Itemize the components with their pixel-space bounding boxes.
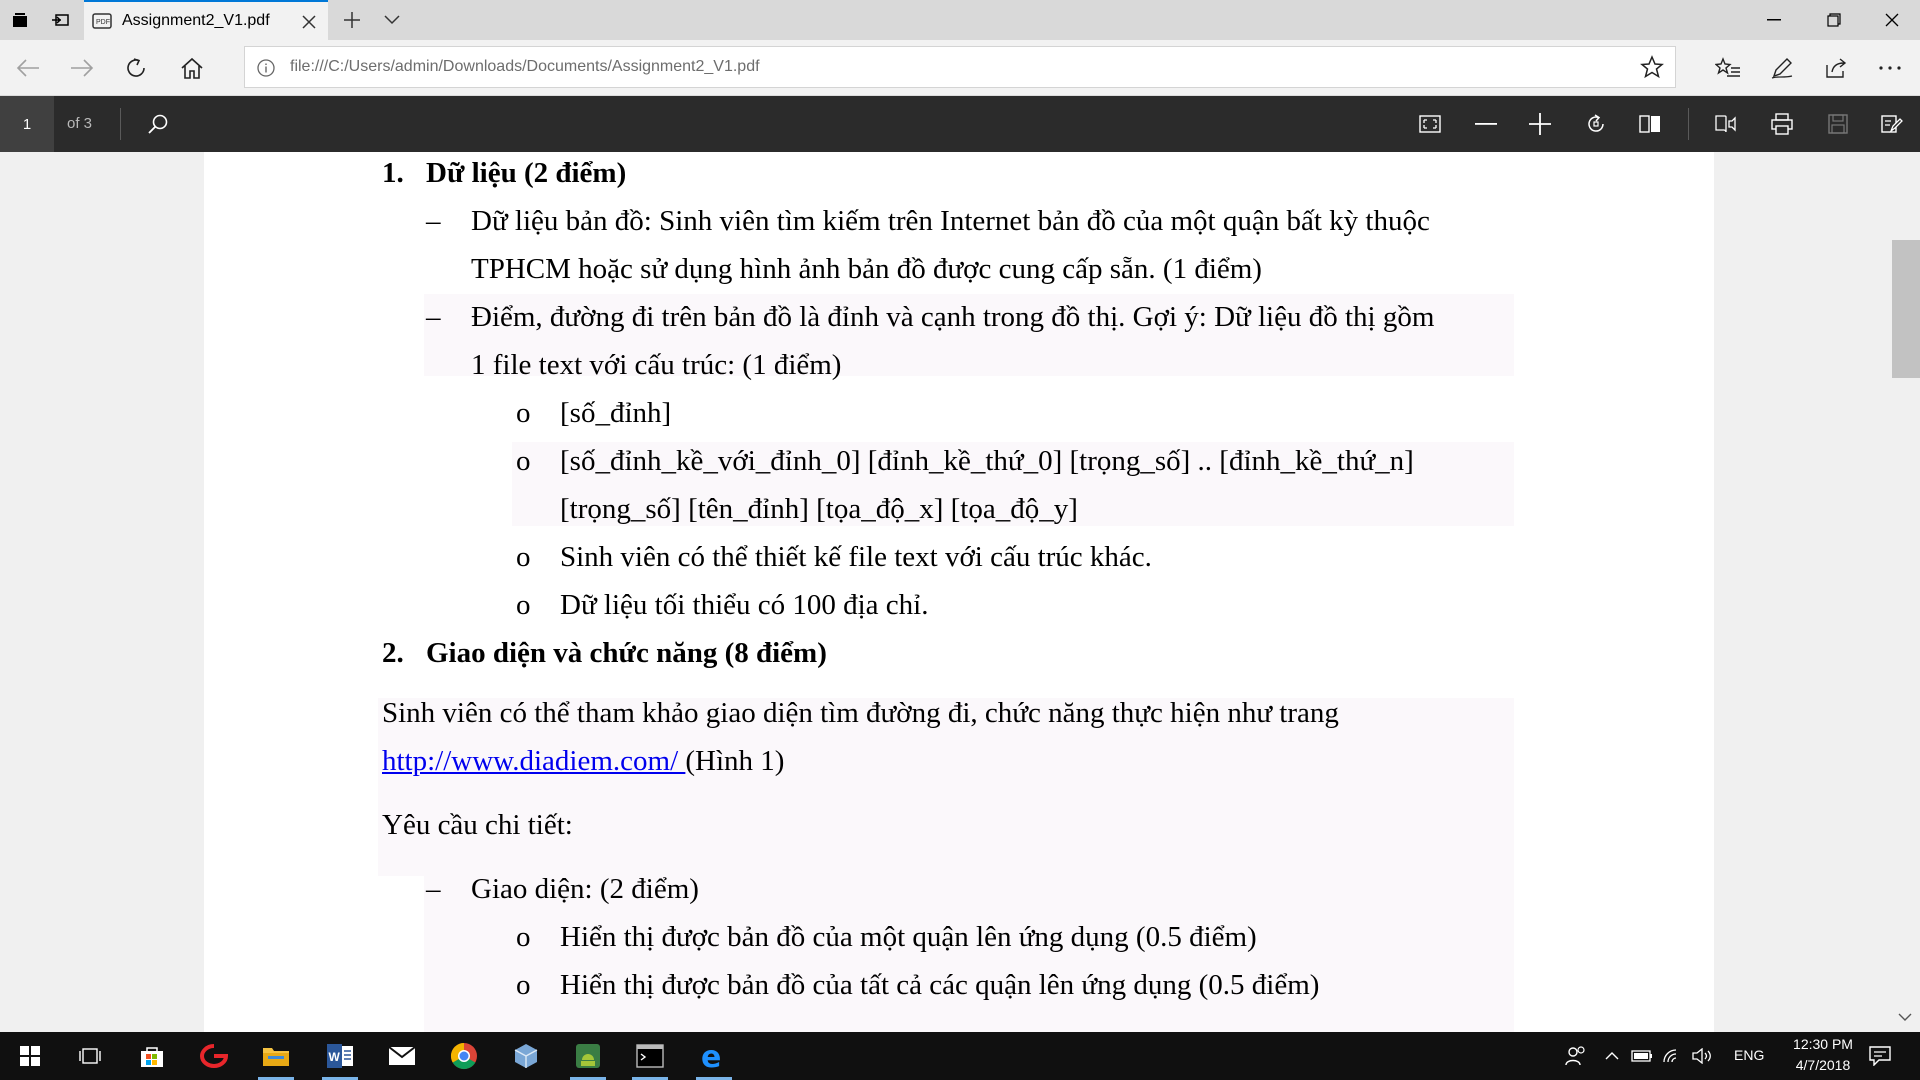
add-notes-pdf-button[interactable] [1872, 104, 1912, 144]
taskbar-garena[interactable] [190, 1032, 238, 1080]
paragraph-line: 1 file text với cấu trúc: (1 điểm) [471, 349, 842, 381]
speaker-icon [1692, 1048, 1712, 1064]
close-icon [1885, 13, 1899, 27]
section-number: 1. [382, 157, 404, 189]
add-notes-button[interactable] [1762, 48, 1802, 88]
start-button[interactable] [6, 1032, 54, 1080]
input-language[interactable]: ENG [1734, 1047, 1765, 1063]
plus-icon [1529, 113, 1551, 135]
people-icon [1565, 1046, 1587, 1066]
taskbar [0, 1032, 1920, 1080]
address-bar[interactable] [244, 46, 1676, 88]
plus-icon [343, 11, 361, 29]
tab-title: Assignment2_V1.pdf [122, 12, 270, 29]
people-button[interactable] [1552, 1032, 1600, 1080]
pdf-viewer[interactable] [0, 152, 1920, 1032]
navigation-bar [0, 40, 1920, 96]
minimize-icon [1767, 19, 1781, 21]
print-button[interactable] [1762, 104, 1802, 144]
page-count: of 3 [67, 115, 93, 132]
paragraph-line: Hiển thị được bản đồ của một quận lên ứng dụng (0.5 điểm) [560, 921, 1257, 953]
word-icon [326, 1043, 354, 1069]
paragraph-line: Giao diện: (2 điểm) [471, 873, 699, 905]
folder-icon [262, 1045, 290, 1067]
terminal-icon [636, 1044, 664, 1068]
chevron-down-icon [1898, 1013, 1912, 1021]
edge-icon [700, 1042, 728, 1070]
fit-to-page-button[interactable] [1410, 104, 1450, 144]
task-view-button[interactable] [66, 1032, 114, 1080]
tab-bar [0, 0, 1920, 40]
set-aside-tabs-list-button[interactable] [0, 0, 40, 40]
action-center-button[interactable] [1856, 1032, 1904, 1080]
section-number: 2. [382, 637, 404, 669]
read-aloud-icon [1715, 114, 1737, 134]
cube-icon [512, 1042, 540, 1070]
taskbar-file-explorer[interactable] [252, 1032, 300, 1080]
rotate-icon [1585, 113, 1607, 135]
scroll-down-button[interactable] [1894, 1006, 1916, 1028]
paragraph-line: Điểm, đường đi trên bản đồ là đỉnh và cạnh trong đồ thị. Gợi ý: Dữ liệu đồ thị gồm [471, 301, 1435, 333]
paragraph-line: [số_đỉnh] [560, 397, 672, 429]
show-hidden-icons-button[interactable] [1598, 1032, 1626, 1080]
find-button[interactable] [138, 104, 178, 144]
save-icon [1828, 114, 1848, 134]
svg-text:PDF: PDF [96, 19, 110, 26]
bullet-circle: o [516, 397, 531, 429]
annotate-icon [1881, 113, 1903, 135]
pdf-page [204, 152, 1714, 1032]
bullet-dash: – [426, 873, 441, 905]
set-aside-tabs-button[interactable] [40, 0, 80, 40]
taskbar-edge[interactable] [690, 1032, 738, 1080]
forward-button[interactable] [62, 48, 102, 88]
close-window-button[interactable] [1864, 0, 1920, 40]
paragraph-line: [số_đỉnh_kề_với_đỉnh_0] [đỉnh_kề_thứ_0] [trọng_số] .. [đỉnh_kề_thứ_n] [560, 445, 1414, 477]
bullet-circle: o [516, 541, 531, 573]
paragraph-line: Dữ liệu bản đồ: Sinh viên tìm kiếm trên Internet bản đồ của một quận bất kỳ thuộc [471, 205, 1430, 237]
paragraph-line: Sinh viên có thể thiết kế file text với cấu trúc khác. [560, 541, 1152, 573]
paragraph-line: Sinh viên có thể tham khảo giao diện tìm đường đi, chức năng thực hiện như trang [382, 697, 1339, 729]
svg-text:e: e [701, 1042, 722, 1070]
taskbar-mail[interactable] [378, 1032, 426, 1080]
section-heading: Dữ liệu (2 điểm) [426, 157, 627, 189]
tab-close-button[interactable] [297, 10, 321, 34]
network-button[interactable] [1658, 1032, 1686, 1080]
paragraph-line: Dữ liệu tối thiểu có 100 địa chỉ. [560, 589, 929, 621]
fit-page-icon [1419, 115, 1441, 133]
bullet-circle: o [516, 589, 531, 621]
tabs-aside-icon [10, 11, 30, 29]
store-icon [139, 1044, 165, 1068]
garena-icon [200, 1044, 228, 1068]
chrome-icon [450, 1042, 478, 1070]
pdf-toolbar [0, 96, 1920, 152]
save-button[interactable] [1818, 104, 1858, 144]
notification-icon [1869, 1046, 1891, 1066]
info-icon [257, 59, 275, 77]
clock-time[interactable]: 12:30 PM [1793, 1036, 1853, 1052]
share-button[interactable] [1816, 48, 1856, 88]
page-layout-icon [1639, 115, 1661, 133]
close-icon [302, 15, 316, 29]
volume-button[interactable] [1688, 1032, 1716, 1080]
bullet-dash: – [426, 301, 441, 333]
home-icon [180, 57, 204, 79]
mail-icon [388, 1046, 416, 1066]
paragraph-line: TPHCM hoặc sử dụng hình ảnh bản đồ được cung cấp sẵn. (1 điểm) [471, 253, 1262, 285]
rotate-button[interactable] [1576, 104, 1616, 144]
paragraph-line: Yêu cầu chi tiết: [382, 809, 573, 841]
tab-active[interactable] [84, 0, 328, 40]
battery-icon [1631, 1050, 1653, 1062]
vertical-scrollbar-thumb[interactable] [1892, 240, 1920, 378]
paragraph-line-with-link [382, 744, 784, 778]
search-icon [147, 113, 169, 135]
figure-reference: (Hình 1) [685, 745, 785, 777]
read-aloud-button[interactable] [1706, 104, 1746, 144]
clock-date[interactable]: 4/7/2018 [1795, 1057, 1851, 1073]
minus-icon [1475, 123, 1497, 125]
task-view-icon [78, 1046, 102, 1066]
add-to-favorites-button[interactable] [1637, 52, 1667, 82]
minimize-button[interactable] [1746, 0, 1802, 40]
android-icon [574, 1042, 602, 1070]
windows-logo-icon [20, 1046, 40, 1066]
bullet-dash: – [426, 205, 441, 237]
taskbar-command-prompt[interactable] [626, 1032, 674, 1080]
tab-preview-button[interactable] [372, 0, 412, 40]
diadiem-link[interactable]: http://www.diadiem.com/ [382, 745, 686, 777]
arrow-right-icon [70, 58, 94, 78]
url-text: file:///C:/Users/admin/Downloads/Documents/Assignment2_V1.pdf [290, 58, 760, 75]
share-icon [1824, 57, 1848, 79]
favorites-icon [1715, 56, 1741, 80]
paragraph-line: [trọng_số] [tên_đỉnh] [tọa_độ_x] [tọa_độ_y] [560, 493, 1078, 525]
bullet-circle: o [516, 921, 531, 953]
home-button[interactable] [172, 48, 212, 88]
arrow-left-icon [16, 58, 40, 78]
print-icon [1771, 113, 1793, 135]
taskbar-android-studio[interactable] [564, 1032, 612, 1080]
favorites-hub-button[interactable] [1708, 48, 1748, 88]
zoom-out-button[interactable] [1466, 104, 1506, 144]
paragraph-line: Hiển thị được bản đồ của tất cả các quận lên ứng dụng (0.5 điểm) [560, 969, 1320, 1001]
taskbar-store[interactable] [128, 1032, 176, 1080]
zoom-in-button[interactable] [1520, 104, 1560, 144]
refresh-icon [124, 56, 148, 80]
toolbar-divider [1688, 108, 1689, 140]
chevron-up-icon [1605, 1052, 1619, 1060]
pen-icon [1770, 56, 1794, 80]
taskbar-virtualbox[interactable] [502, 1032, 550, 1080]
taskbar-word[interactable] [316, 1032, 364, 1080]
restore-icon [1827, 13, 1841, 27]
page-number-input[interactable]: 1 [0, 96, 54, 152]
page-layout-button[interactable] [1630, 104, 1670, 144]
star-icon [1640, 55, 1664, 79]
set-aside-icon [50, 11, 70, 29]
restore-button[interactable] [1806, 0, 1862, 40]
refresh-button[interactable] [116, 48, 156, 88]
bullet-circle: o [516, 445, 531, 477]
svg-text:W: W [328, 1050, 340, 1064]
new-tab-button[interactable] [332, 0, 372, 40]
chevron-down-icon [384, 15, 400, 25]
section-heading: Giao diện và chức năng (8 điểm) [426, 637, 827, 669]
toolbar-divider [120, 108, 121, 140]
pdf-file-icon [92, 13, 112, 29]
bullet-circle: o [516, 969, 531, 1001]
battery-button[interactable] [1628, 1032, 1656, 1080]
more-icon [1879, 66, 1901, 70]
settings-more-button[interactable] [1870, 48, 1910, 88]
back-button[interactable] [8, 48, 48, 88]
wifi-icon [1662, 1048, 1682, 1064]
taskbar-chrome[interactable] [440, 1032, 488, 1080]
